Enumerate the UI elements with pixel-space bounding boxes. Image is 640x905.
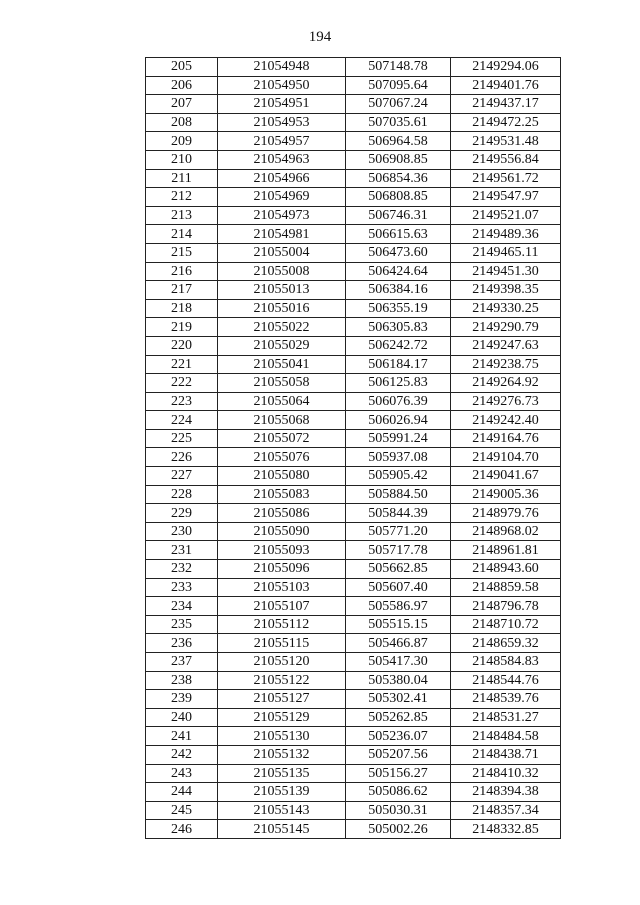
x-coordinate-cell: 505417.30 <box>346 653 451 672</box>
x-coordinate-cell: 505607.40 <box>346 578 451 597</box>
table-row <box>146 560 561 579</box>
x-coordinate-cell: 506305.83 <box>346 318 451 337</box>
y-coordinate-cell: 2148531.27 <box>451 708 561 727</box>
table-row <box>146 634 561 653</box>
table-row <box>146 541 561 560</box>
row-number-cell: 229 <box>146 504 218 523</box>
x-coordinate-cell: 506473.60 <box>346 243 451 262</box>
y-coordinate-cell: 2148438.71 <box>451 745 561 764</box>
x-coordinate-cell: 505937.08 <box>346 448 451 467</box>
coordinates-table <box>145 57 561 839</box>
x-coordinate-cell: 506908.85 <box>346 150 451 169</box>
x-coordinate-cell: 505030.31 <box>346 801 451 820</box>
table-row <box>146 132 561 151</box>
table-row <box>146 76 561 95</box>
table-row <box>146 653 561 672</box>
point-id-cell: 21054969 <box>218 188 346 207</box>
point-id-cell: 21055076 <box>218 448 346 467</box>
point-id-cell: 21055130 <box>218 727 346 746</box>
y-coordinate-cell: 2149238.75 <box>451 355 561 374</box>
table-row <box>146 597 561 616</box>
point-id-cell: 21055004 <box>218 243 346 262</box>
row-number-cell: 235 <box>146 615 218 634</box>
table-row <box>146 764 561 783</box>
x-coordinate-cell: 505086.62 <box>346 783 451 802</box>
table-row <box>146 150 561 169</box>
coordinates-table-body <box>146 58 561 839</box>
page-number: 194 <box>308 29 332 45</box>
row-number-cell: 233 <box>146 578 218 597</box>
table-row <box>146 58 561 77</box>
table-row <box>146 336 561 355</box>
table-row <box>146 262 561 281</box>
row-number-cell: 219 <box>146 318 218 337</box>
x-coordinate-cell: 505262.85 <box>346 708 451 727</box>
x-coordinate-cell: 505207.56 <box>346 745 451 764</box>
table-row <box>146 392 561 411</box>
y-coordinate-cell: 2148394.38 <box>451 783 561 802</box>
point-id-cell: 21055143 <box>218 801 346 820</box>
y-coordinate-cell: 2148584.83 <box>451 653 561 672</box>
x-coordinate-cell: 505905.42 <box>346 467 451 486</box>
row-number-cell: 244 <box>146 783 218 802</box>
table-row <box>146 318 561 337</box>
y-coordinate-cell: 2149398.35 <box>451 281 561 300</box>
row-number-cell: 231 <box>146 541 218 560</box>
row-number-cell: 246 <box>146 820 218 839</box>
x-coordinate-cell: 506242.72 <box>346 336 451 355</box>
x-coordinate-cell: 506026.94 <box>346 411 451 430</box>
table-row <box>146 615 561 634</box>
row-number-cell: 240 <box>146 708 218 727</box>
table-row <box>146 206 561 225</box>
point-id-cell: 21055008 <box>218 262 346 281</box>
y-coordinate-cell: 2148332.85 <box>451 820 561 839</box>
y-coordinate-cell: 2148484.58 <box>451 727 561 746</box>
y-coordinate-cell: 2148544.76 <box>451 671 561 690</box>
row-number-cell: 237 <box>146 653 218 672</box>
y-coordinate-cell: 2149401.76 <box>451 76 561 95</box>
x-coordinate-cell: 506384.16 <box>346 281 451 300</box>
x-coordinate-cell: 506076.39 <box>346 392 451 411</box>
x-coordinate-cell: 505844.39 <box>346 504 451 523</box>
table-row <box>146 727 561 746</box>
y-coordinate-cell: 2149242.40 <box>451 411 561 430</box>
table-row <box>146 801 561 820</box>
point-id-cell: 21055068 <box>218 411 346 430</box>
point-id-cell: 21054963 <box>218 150 346 169</box>
row-number-cell: 223 <box>146 392 218 411</box>
y-coordinate-cell: 2148859.58 <box>451 578 561 597</box>
row-number-cell: 208 <box>146 113 218 132</box>
table-row <box>146 299 561 318</box>
x-coordinate-cell: 505884.50 <box>346 485 451 504</box>
point-id-cell: 21055145 <box>218 820 346 839</box>
y-coordinate-cell: 2149330.25 <box>451 299 561 318</box>
point-id-cell: 21054981 <box>218 225 346 244</box>
point-id-cell: 21055064 <box>218 392 346 411</box>
y-coordinate-cell: 2148410.32 <box>451 764 561 783</box>
y-coordinate-cell: 2148659.32 <box>451 634 561 653</box>
point-id-cell: 21054950 <box>218 76 346 95</box>
table-row <box>146 522 561 541</box>
point-id-cell: 21055139 <box>218 783 346 802</box>
y-coordinate-cell: 2148357.34 <box>451 801 561 820</box>
y-coordinate-cell: 2148796.78 <box>451 597 561 616</box>
x-coordinate-cell: 506355.19 <box>346 299 451 318</box>
row-number-cell: 220 <box>146 336 218 355</box>
point-id-cell: 21055093 <box>218 541 346 560</box>
row-number-cell: 241 <box>146 727 218 746</box>
y-coordinate-cell: 2149437.17 <box>451 95 561 114</box>
table-row <box>146 671 561 690</box>
y-coordinate-cell: 2148979.76 <box>451 504 561 523</box>
point-id-cell: 21055029 <box>218 336 346 355</box>
table-row <box>146 355 561 374</box>
row-number-cell: 211 <box>146 169 218 188</box>
row-number-cell: 222 <box>146 374 218 393</box>
point-id-cell: 21054966 <box>218 169 346 188</box>
table-row <box>146 467 561 486</box>
table-row <box>146 504 561 523</box>
row-number-cell: 213 <box>146 206 218 225</box>
x-coordinate-cell: 505717.78 <box>346 541 451 560</box>
y-coordinate-cell: 2149561.72 <box>451 169 561 188</box>
point-id-cell: 21055103 <box>218 578 346 597</box>
x-coordinate-cell: 507067.24 <box>346 95 451 114</box>
row-number-cell: 242 <box>146 745 218 764</box>
y-coordinate-cell: 2149276.73 <box>451 392 561 411</box>
point-id-cell: 21055022 <box>218 318 346 337</box>
row-number-cell: 218 <box>146 299 218 318</box>
y-coordinate-cell: 2149556.84 <box>451 150 561 169</box>
row-number-cell: 205 <box>146 58 218 77</box>
point-id-cell: 21055129 <box>218 708 346 727</box>
y-coordinate-cell: 2149164.76 <box>451 429 561 448</box>
x-coordinate-cell: 507035.61 <box>346 113 451 132</box>
point-id-cell: 21055080 <box>218 467 346 486</box>
x-coordinate-cell: 506854.36 <box>346 169 451 188</box>
table-row <box>146 169 561 188</box>
row-number-cell: 216 <box>146 262 218 281</box>
x-coordinate-cell: 506615.63 <box>346 225 451 244</box>
row-number-cell: 243 <box>146 764 218 783</box>
row-number-cell: 212 <box>146 188 218 207</box>
y-coordinate-cell: 2148539.76 <box>451 690 561 709</box>
point-id-cell: 21055058 <box>218 374 346 393</box>
point-id-cell: 21055107 <box>218 597 346 616</box>
row-number-cell: 230 <box>146 522 218 541</box>
x-coordinate-cell: 505302.41 <box>346 690 451 709</box>
row-number-cell: 227 <box>146 467 218 486</box>
point-id-cell: 21055096 <box>218 560 346 579</box>
row-number-cell: 215 <box>146 243 218 262</box>
row-number-cell: 206 <box>146 76 218 95</box>
x-coordinate-cell: 507148.78 <box>346 58 451 77</box>
table-row <box>146 281 561 300</box>
table-row <box>146 448 561 467</box>
row-number-cell: 236 <box>146 634 218 653</box>
point-id-cell: 21055041 <box>218 355 346 374</box>
row-number-cell: 238 <box>146 671 218 690</box>
x-coordinate-cell: 505662.85 <box>346 560 451 579</box>
y-coordinate-cell: 2148943.60 <box>451 560 561 579</box>
table-row <box>146 745 561 764</box>
table-row <box>146 411 561 430</box>
point-id-cell: 21055122 <box>218 671 346 690</box>
row-number-cell: 226 <box>146 448 218 467</box>
point-id-cell: 21055120 <box>218 653 346 672</box>
point-id-cell: 21055016 <box>218 299 346 318</box>
x-coordinate-cell: 505002.26 <box>346 820 451 839</box>
table-row <box>146 783 561 802</box>
x-coordinate-cell: 506424.64 <box>346 262 451 281</box>
row-number-cell: 228 <box>146 485 218 504</box>
x-coordinate-cell: 505515.15 <box>346 615 451 634</box>
table-row <box>146 708 561 727</box>
table-row <box>146 690 561 709</box>
y-coordinate-cell: 2149521.07 <box>451 206 561 225</box>
point-id-cell: 21055013 <box>218 281 346 300</box>
x-coordinate-cell: 505236.07 <box>346 727 451 746</box>
y-coordinate-cell: 2148710.72 <box>451 615 561 634</box>
y-coordinate-cell: 2149489.36 <box>451 225 561 244</box>
x-coordinate-cell: 506746.31 <box>346 206 451 225</box>
y-coordinate-cell: 2149472.25 <box>451 113 561 132</box>
table-row <box>146 485 561 504</box>
point-id-cell: 21055086 <box>218 504 346 523</box>
point-id-cell: 21054953 <box>218 113 346 132</box>
table-row <box>146 429 561 448</box>
point-id-cell: 21055135 <box>218 764 346 783</box>
table-row <box>146 243 561 262</box>
point-id-cell: 21055083 <box>218 485 346 504</box>
y-coordinate-cell: 2149041.67 <box>451 467 561 486</box>
y-coordinate-cell: 2149294.06 <box>451 58 561 77</box>
y-coordinate-cell: 2148961.81 <box>451 541 561 560</box>
x-coordinate-cell: 505466.87 <box>346 634 451 653</box>
table-row <box>146 113 561 132</box>
row-number-cell: 234 <box>146 597 218 616</box>
y-coordinate-cell: 2149290.79 <box>451 318 561 337</box>
x-coordinate-cell: 506964.58 <box>346 132 451 151</box>
row-number-cell: 224 <box>146 411 218 430</box>
y-coordinate-cell: 2149104.70 <box>451 448 561 467</box>
row-number-cell: 245 <box>146 801 218 820</box>
point-id-cell: 21055132 <box>218 745 346 764</box>
point-id-cell: 21055112 <box>218 615 346 634</box>
y-coordinate-cell: 2149451.30 <box>451 262 561 281</box>
point-id-cell: 21055127 <box>218 690 346 709</box>
row-number-cell: 214 <box>146 225 218 244</box>
table-row <box>146 188 561 207</box>
x-coordinate-cell: 505380.04 <box>346 671 451 690</box>
point-id-cell: 21055090 <box>218 522 346 541</box>
point-id-cell: 21054973 <box>218 206 346 225</box>
point-id-cell: 21055115 <box>218 634 346 653</box>
y-coordinate-cell: 2149465.11 <box>451 243 561 262</box>
y-coordinate-cell: 2149005.36 <box>451 485 561 504</box>
row-number-cell: 217 <box>146 281 218 300</box>
row-number-cell: 207 <box>146 95 218 114</box>
table-row <box>146 225 561 244</box>
x-coordinate-cell: 506808.85 <box>346 188 451 207</box>
row-number-cell: 221 <box>146 355 218 374</box>
y-coordinate-cell: 2149531.48 <box>451 132 561 151</box>
point-id-cell: 21054957 <box>218 132 346 151</box>
x-coordinate-cell: 505156.27 <box>346 764 451 783</box>
row-number-cell: 239 <box>146 690 218 709</box>
y-coordinate-cell: 2149264.92 <box>451 374 561 393</box>
x-coordinate-cell: 507095.64 <box>346 76 451 95</box>
point-id-cell: 21054951 <box>218 95 346 114</box>
row-number-cell: 232 <box>146 560 218 579</box>
table-row <box>146 578 561 597</box>
table-row <box>146 374 561 393</box>
x-coordinate-cell: 506125.83 <box>346 374 451 393</box>
y-coordinate-cell: 2149247.63 <box>451 336 561 355</box>
point-id-cell: 21054948 <box>218 58 346 77</box>
x-coordinate-cell: 505586.97 <box>346 597 451 616</box>
point-id-cell: 21055072 <box>218 429 346 448</box>
row-number-cell: 210 <box>146 150 218 169</box>
x-coordinate-cell: 505991.24 <box>346 429 451 448</box>
x-coordinate-cell: 506184.17 <box>346 355 451 374</box>
table-row <box>146 95 561 114</box>
y-coordinate-cell: 2149547.97 <box>451 188 561 207</box>
x-coordinate-cell: 505771.20 <box>346 522 451 541</box>
table-row <box>146 820 561 839</box>
row-number-cell: 225 <box>146 429 218 448</box>
row-number-cell: 209 <box>146 132 218 151</box>
y-coordinate-cell: 2148968.02 <box>451 522 561 541</box>
